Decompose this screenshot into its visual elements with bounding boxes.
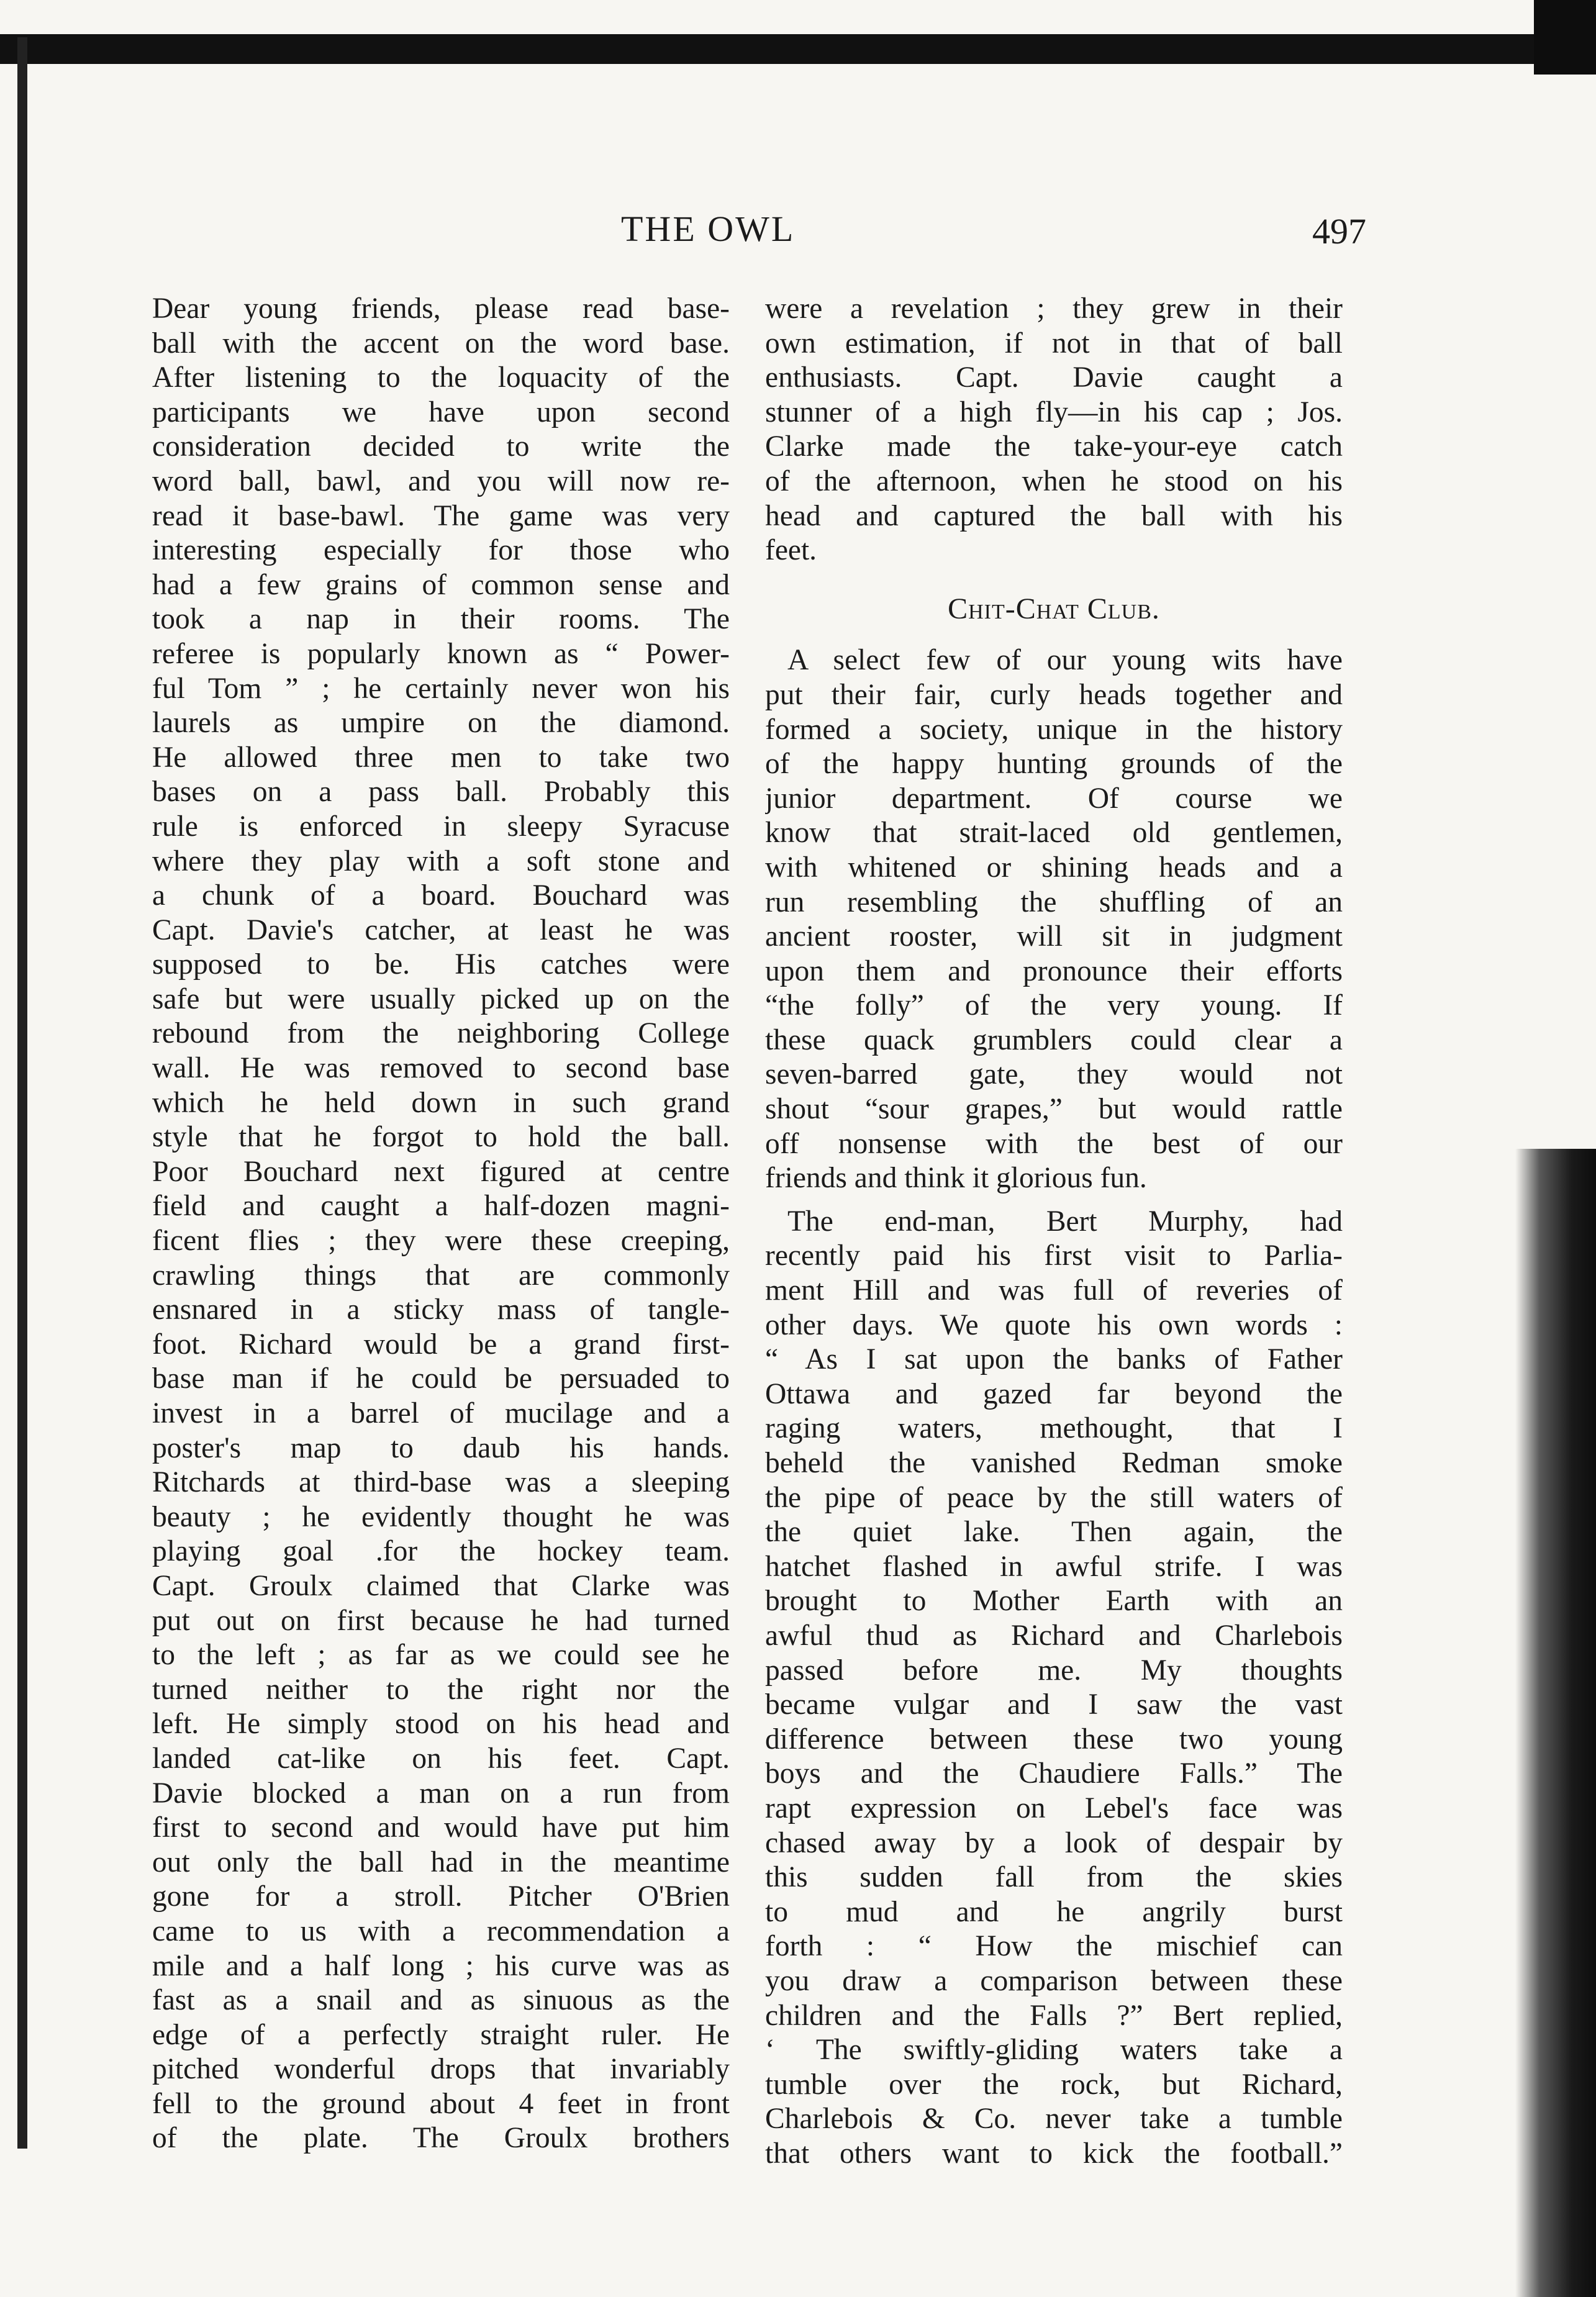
text-line: difference between these two young	[765, 1723, 1343, 1756]
running-head	[143, 208, 1366, 258]
text-line: safe but were usually picked up on the	[152, 982, 730, 1015]
text-line: A select few of our young wits have	[787, 644, 1343, 677]
text-line: laurels as umpire on the diamond.	[152, 707, 730, 740]
text-line: brought to Mother Earth with an	[765, 1585, 1343, 1618]
text-line: to the left ; as far as we could see he	[152, 1639, 730, 1672]
text-line: poster's map to daub his hands.	[152, 1431, 730, 1464]
text-line: of the happy hunting grounds of the	[765, 748, 1343, 781]
text-line: beheld the vanished Redman smoke	[765, 1447, 1343, 1479]
text-line: put out on first because he had turned	[152, 1604, 730, 1637]
text-line: Capt. Davie's catcher, at least he was	[152, 913, 730, 946]
text-line: ful Tom ” ; he certainly never won his	[152, 672, 730, 705]
section-heading: Chit-Chat Club.	[948, 592, 1160, 625]
journal-title: THE OWL	[621, 209, 796, 249]
text-line: became vulgar and I saw the vast	[765, 1688, 1343, 1721]
left-column	[152, 292, 730, 2156]
text-line: first to second and would have put him	[152, 1811, 730, 1844]
club-paragraph-2	[765, 1205, 1343, 2172]
text-line: passed before me. My thoughts	[765, 1654, 1343, 1687]
text-line: Ritchards at third-base was a sleeping	[152, 1466, 730, 1499]
club-paragraph-1	[765, 643, 1343, 1196]
text-line: beauty ; he evidently thought he was	[152, 1500, 730, 1533]
text-line: ment Hill and was full of reveries of	[765, 1274, 1343, 1307]
text-line: stunner of a high fly—in his cap ; Jos.	[765, 396, 1343, 428]
text-line: ‘ The swiftly-gliding waters take a	[765, 2034, 1343, 2067]
text-line: of the plate. The Groulx brothers	[152, 2122, 730, 2155]
article-continuation	[765, 292, 1343, 568]
text-line: fell to the ground about 4 feet in front	[152, 2087, 730, 2120]
text-line: referee is popularly known as “ Power-	[152, 637, 730, 670]
text-line: friends and think it glorious fun.	[765, 1162, 1147, 1195]
text-line: you draw a comparison between these	[765, 1964, 1343, 1997]
text-line: formed a society, unique in the history	[765, 713, 1343, 746]
text-line: fast as a snail and as sinuous as the	[152, 1984, 730, 2017]
text-line: mile and a half long ; his curve was as	[152, 1949, 730, 1982]
text-line: Capt. Groulx claimed that Clarke was	[152, 1569, 730, 1602]
text-line: ancient rooster, will sit in judgment	[765, 920, 1343, 953]
text-line: consideration decided to write the	[152, 430, 730, 463]
text-line: run resembling the shuffling of an	[765, 886, 1343, 918]
text-line: ensnared in a sticky mass of tangle-	[152, 1293, 730, 1326]
text-line: seven-barred gate, they would not	[765, 1058, 1343, 1091]
page-corner-shadow	[1534, 0, 1596, 75]
text-line: left. He simply stood on his head and	[152, 1708, 730, 1741]
text-line: awful thud as Richard and Charlebois	[765, 1619, 1343, 1652]
text-line: turned neither to the right nor the	[152, 1673, 730, 1706]
text-line: foot. Richard would be a grand first-	[152, 1328, 730, 1361]
text-line: took a nap in their rooms. The	[152, 603, 730, 636]
text-line: read it base-bawl. The game was very	[152, 499, 730, 532]
text-line: head and captured the ball with his	[765, 499, 1343, 532]
text-line: ficent flies ; they were these creeping,	[152, 1225, 730, 1257]
text-line: playing goal .for the hockey team.	[152, 1535, 730, 1568]
text-line: rapt expression on Lebel's face was	[765, 1792, 1343, 1824]
text-line: the quiet lake. Then again, the	[765, 1516, 1343, 1549]
text-line: were a revelation ; they grew in their	[765, 292, 1343, 325]
text-line: put their fair, curly heads together and	[765, 678, 1343, 711]
text-line: Charlebois & Co. never take a tumble	[765, 2103, 1343, 2136]
text-line: hatchet flashed in awful strife. I was	[765, 1550, 1343, 1583]
text-line: supposed to be. His catches were	[152, 948, 730, 981]
paragraph-gap	[765, 1196, 1343, 1205]
text-line: junior department. Of course we	[765, 782, 1343, 815]
text-line: tumble over the rock, but Richard,	[765, 2068, 1343, 2101]
text-line: raging waters, methought, that I	[765, 1412, 1343, 1445]
right-column	[765, 292, 1343, 2171]
text-line: participants we have upon second	[152, 396, 730, 428]
text-line: “the folly” of the very young. If	[765, 989, 1343, 1022]
text-line: pitched wonderful drops that invariably	[152, 2053, 730, 2086]
text-line: forth : “ How the mischief can	[765, 1930, 1343, 1963]
text-line: with whitened or shining heads and a	[765, 851, 1343, 884]
text-line: know that strait-laced old gentlemen,	[765, 817, 1343, 849]
text-line: came to us with a recommendation a	[152, 1914, 730, 1947]
text-line: the pipe of peace by the still waters of	[765, 1481, 1343, 1514]
text-line: rule is enforced in sleepy Syracuse	[152, 810, 730, 843]
text-line: enthusiasts. Capt. Davie caught a	[765, 361, 1343, 394]
text-line: own estimation, if not in that of ball	[765, 327, 1343, 360]
text-line: style that he forgot to hold the ball.	[152, 1121, 730, 1154]
text-line: off nonsense with the best of our	[765, 1127, 1343, 1160]
text-line: gone for a stroll. Pitcher O'Brien	[152, 1880, 730, 1913]
text-line: children and the Falls ?” Bert replied,	[765, 1999, 1343, 2032]
text-line: ball with the accent on the word base.	[152, 327, 730, 360]
page-top-edge	[0, 34, 1534, 64]
text-line: boys and the Chaudiere Falls.” The	[765, 1757, 1343, 1790]
text-line: He allowed three men to take two	[152, 741, 730, 774]
text-line: Poor Bouchard next figured at centre	[152, 1155, 730, 1188]
text-line: these quack grumblers could clear a	[765, 1023, 1343, 1056]
text-line: The end-man, Bert Murphy, had	[787, 1205, 1343, 1238]
text-line: to mud and he angrily burst	[765, 1895, 1343, 1928]
text-line: feet.	[765, 534, 817, 567]
text-line: Dear young friends, please read base-	[152, 292, 730, 325]
text-line: which he held down in such grand	[152, 1086, 730, 1119]
text-line: base man if he could be persuaded to	[152, 1362, 730, 1395]
text-line: word ball, bawl, and you will now re-	[152, 464, 730, 497]
text-line: landed cat-like on his feet. Capt.	[152, 1742, 730, 1775]
text-line: out only the ball had in the meantime	[152, 1846, 730, 1878]
text-line: Ottawa and gazed far beyond the	[765, 1377, 1343, 1410]
text-line: Davie blocked a man on a run from	[152, 1777, 730, 1810]
text-line: edge of a perfectly straight ruler. He	[152, 2018, 730, 2051]
text-line: wall. He was removed to second base	[152, 1052, 730, 1085]
text-line: a chunk of a board. Bouchard was	[152, 879, 730, 912]
page-binding-edge	[17, 37, 27, 2149]
text-line: of the afternoon, when he stood on his	[765, 464, 1343, 497]
text-line: interesting especially for those who	[152, 534, 730, 567]
text-line: rebound from the neighboring College	[152, 1017, 730, 1050]
text-line: that others want to kick the football.”	[765, 2137, 1343, 2170]
text-line: this sudden fall from the skies	[765, 1861, 1343, 1894]
text-line: “ As I sat upon the banks of Father	[765, 1343, 1343, 1376]
text-line: where they play with a soft stone and	[152, 845, 730, 877]
text-line: recently paid his first visit to Parlia-	[765, 1239, 1343, 1272]
page-number: 497	[1312, 211, 1366, 251]
text-line: had a few grains of common sense and	[152, 568, 730, 601]
text-line: other days. We quote his own words :	[765, 1308, 1343, 1341]
text-line: field and caught a half-dozen magni-	[152, 1190, 730, 1223]
text-line: upon them and pronounce their efforts	[765, 954, 1343, 987]
page-right-edge-shadow	[1515, 1149, 1596, 2297]
text-line: bases on a pass ball. Probably this	[152, 776, 730, 809]
text-line: invest in a barrel of mucilage and a	[152, 1397, 730, 1429]
text-line: shout “sour grapes,” but would rattle	[765, 1093, 1343, 1126]
text-line: After listening to the loquacity of the	[152, 361, 730, 394]
text-line: chased away by a look of despair by	[765, 1826, 1343, 1859]
text-line: Clarke made the take-your-eye catch	[765, 430, 1343, 463]
text-line: crawling things that are commonly	[152, 1259, 730, 1292]
